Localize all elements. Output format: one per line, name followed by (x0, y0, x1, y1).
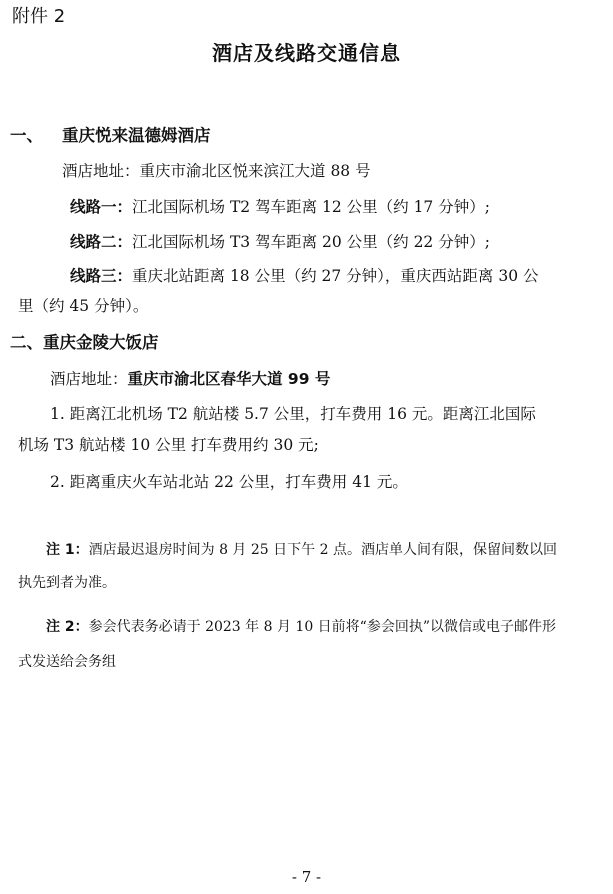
hotel2-item1-line2: 机场 T3 航站楼 10 公里 打车费用约 30 元; (18, 436, 319, 454)
hotel1-route-2 (70, 231, 490, 253)
hotel2-item2: 2. 距离重庆火车站北站 22 公里，打车费用 41 元。 (50, 473, 408, 491)
hotel1-address-label: 酒店地址： (62, 162, 140, 180)
hotel1-address: 重庆市渝北区悦来滨江大道 88 号 (139, 162, 371, 180)
route-label: 线路三： (70, 267, 133, 285)
note2-line2: 式发送给会务组 (18, 654, 116, 670)
page-title: 酒店及线路交通信息 (212, 41, 401, 65)
route-text: 江北国际机场 T2 驾车距离 12 公里（约 17 分钟）; (132, 198, 490, 216)
hotel2-item1-line1: 1. 距离江北机场 T2 航站楼 5.7 公里，打车费用 16 元。距离江北国际 (50, 405, 536, 423)
route-label: 线路二： (70, 233, 133, 251)
note2-text: 参会代表务必请于 2023 年 8 月 10 日前将“参会回执”以微信或电子邮件形 (88, 619, 556, 635)
hotel1-name: 重庆悦来温德姆酒店 (62, 126, 211, 145)
hotel1-section-number: 一、 (10, 126, 43, 145)
note2-line1 (46, 616, 556, 638)
hotel2-address-row (50, 368, 330, 390)
route-text: 重庆北站距离 18 公里（约 27 分钟），重庆西站距离 30 公 (132, 267, 539, 285)
route-label: 线路一： (70, 198, 133, 216)
hotel2-heading: 二、重庆金陵大饭店 (10, 333, 159, 352)
hotel2-address-label: 酒店地址： (50, 370, 128, 388)
hotel2-address: 重庆市渝北区春华大道 99 号 (127, 370, 331, 388)
hotel1-route-3-continued: 里（约 45 分钟）。 (18, 297, 149, 315)
note1-text: 酒店最迟退房时间为 8 月 25 日下午 2 点。酒店单人间有限，保留间数以回 (88, 542, 557, 558)
hotel1-address-row (62, 160, 371, 182)
note1-line1 (46, 539, 557, 561)
attachment-label: 附件 2 (12, 6, 66, 27)
note2-label: 注 2： (46, 619, 89, 635)
page-number: - 7 - (291, 868, 322, 886)
hotel1-route-1 (70, 196, 490, 218)
note1-label: 注 1： (46, 542, 89, 558)
hotel1-route-3 (70, 265, 539, 287)
note1-line2: 执先到者为准。 (18, 575, 116, 591)
route-text: 江北国际机场 T3 驾车距离 20 公里（约 22 分钟）; (132, 233, 490, 251)
